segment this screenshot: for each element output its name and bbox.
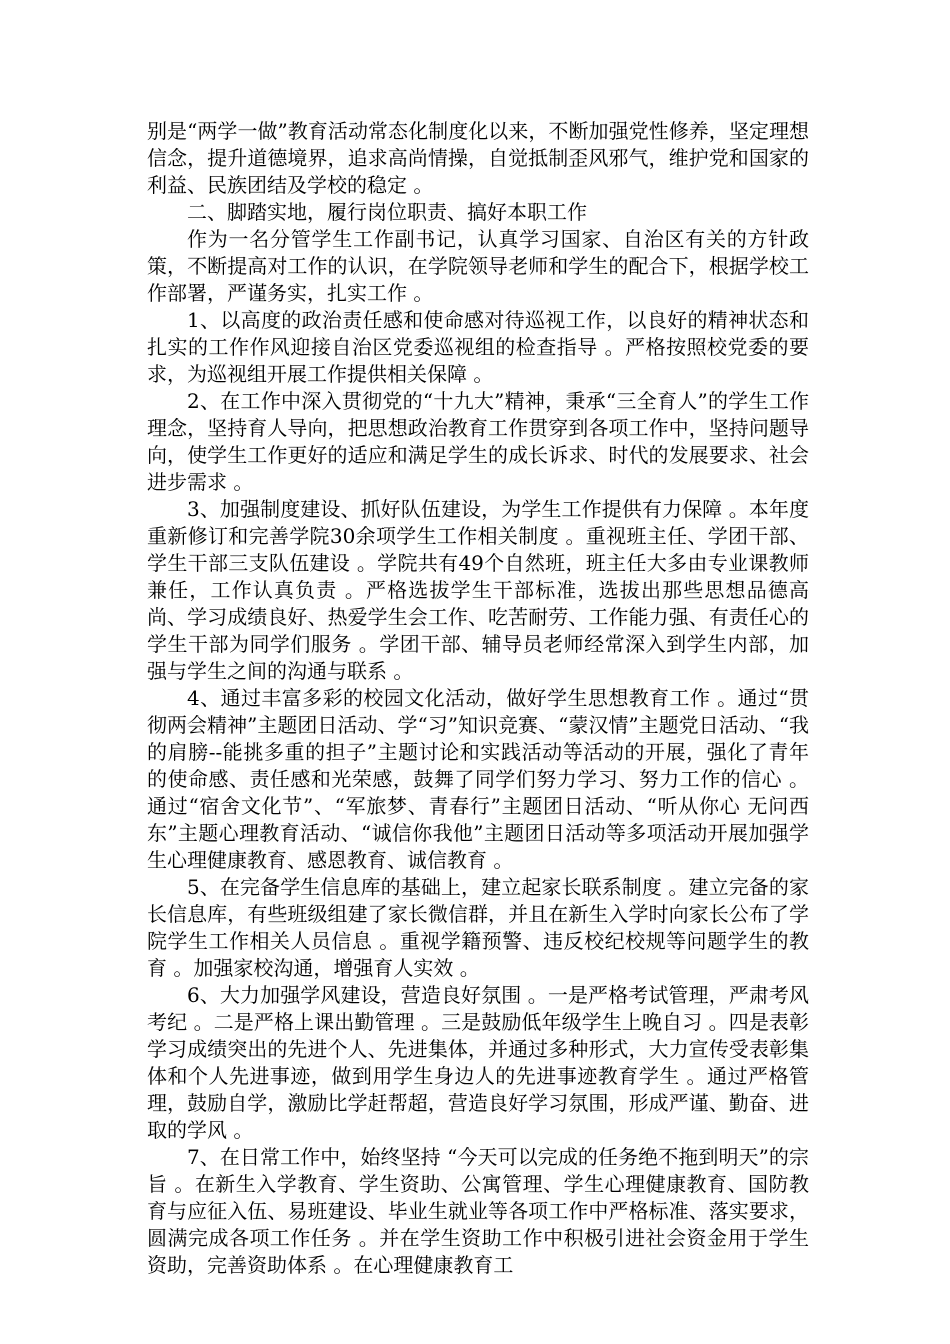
paragraph-item-6: 6、大力加强学风建设，营造良好氛围 。一是严格考试管理，严肃考风考纪 。二是严格上课出勤管理 。三是鼓励低年级学生上晚自习 。四是表彰学习成绩突出的先进个人、先进集体，并通过多种形式，大力宣传受表彰集体和个人先进事迹，做到用学生身边人的先进事迹教育学生 。通过严格管理，鼓励自学，激励比学赶帮超，营造良好学习氛围，形成严谨、勤奋、进取的学风 。 <box>147 983 809 1142</box>
paragraph-item-2: 2、在工作中深入贯彻党的“十九大”精神，秉承“三全育人”的学生工作理念，坚持育人导向，把思想政治教育工作贯穿到各项工作中，坚持问题导向，使学生工作更好的适应和满足学生的成长诉求、时代的发展要求、社会进步需求 。 <box>147 389 809 494</box>
document-body <box>147 118 809 1279</box>
paragraph-item-5: 5、在完备学生信息库的基础上，建立起家长联系制度 。建立完备的家长信息库，有些班级组建了家长微信群，并且在新生入学时向家长公布了学院学生工作相关人员信息 。重视学籍预警、违反校纪校规等问题学生的教育 。加强家校沟通，增强育人实效 。 <box>147 875 809 980</box>
paragraph-continued: 别是“两学一做”教育活动常态化制度化以来，不断加强党性修养，坚定理想信念，提升道德境界，追求高尚情操，自觉抵制歪风邪气，维护党和国家的利益、民族团结及学校的稳定 。 <box>147 119 809 197</box>
paragraph-item-4: 4、通过丰富多彩的校园文化活动，做好学生思想教育工作 。通过“贯彻两会精神”主题团日活动、学“习”知识竞赛、“蒙汉情”主题党日活动、“我的肩膀--能挑多重的担子”主题讨论和实践活动等活动的开展，强化了青年的使命感、责任感和光荣感，鼓舞了同学们努力学习、努力工作的信心 。通过“宿舍文化节”、“军旅梦、青春行”主题团日活动、“听从你心 无问西东”主题心理教育活动、“诚信你我他”主题团日活动等多项活动开展加强学生心理健康教育、感恩教育、诚信教育 。 <box>147 686 809 872</box>
section-heading: 二、脚踏实地，履行岗位职责、搞好本职工作 <box>187 200 587 224</box>
paragraph-item-3: 3、加强制度建设、抓好队伍建设，为学生工作提供有力保障 。本年度重新修订和完善学院30余项学生工作相关制度 。重视班主任、学团干部、学生干部三支队伍建设 。学院共有49个自然班，班主任大多由专业课教师兼任，工作认真负责 。严格选拔学生干部标准，选拔出那些思想品德高尚、学习成绩良好、热爱学生会工作、吃苦耐劳、工作能力强、有责任心的学生干部为同学们服务 。学团干部、辅导员老师经常深入到学生内部，加强与学生之间的沟通与联系 。 <box>147 497 809 683</box>
paragraph-item-7: 7、在日常工作中，始终坚持 “今天可以完成的任务绝不拖到明天”的宗旨 。在新生入学教育、学生资助、公寓管理、学生心理健康教育、国防教育与应征入伍、易班建设、毕业生就业等各项工作中严格标准、落实要求，圆满完成各项工作任务 。并在学生资助工作中积极引进社会资金用于学生资助，完善资助体系 。在心理健康教育工 <box>147 1145 809 1277</box>
paragraph-item-1: 1、以高度的政治责任感和使命感对待巡视工作，以良好的精神状态和扎实的工作作风迎接自治区党委巡视组的检查指导 。严格按照校党委的要求，为巡视组开展工作提供相关保障 。 <box>147 308 809 386</box>
paragraph-intro: 作为一名分管学生工作副书记，认真学习国家、自治区有关的方针政策，不断提高对工作的认识，在学院领导老师和学生的配合下，根据学校工作部署，严谨务实，扎实工作 。 <box>147 227 809 305</box>
